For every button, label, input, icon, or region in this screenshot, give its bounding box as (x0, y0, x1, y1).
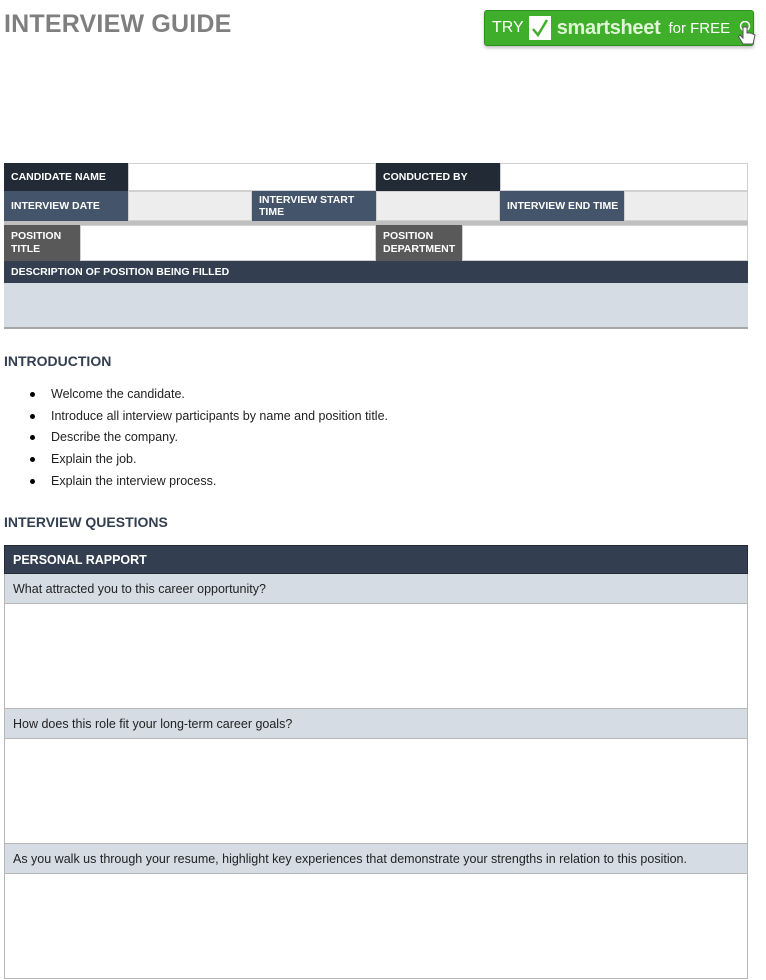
question-row: How does this role fit your long-term career goals? (4, 709, 748, 739)
questions-table (4, 545, 748, 979)
description-label: DESCRIPTION OF POSITION BEING FILLED (4, 261, 748, 283)
interview-date-label: INTERVIEW DATE (4, 191, 128, 221)
question-row: As you walk us through your resume, highlight key experiences that demonstrate your strengths in relation to this position. (4, 844, 748, 874)
interview-questions-heading: INTERVIEW QUESTIONS (4, 514, 168, 530)
pointer-hand-icon (737, 21, 757, 52)
interview-start-time-label: INTERVIEW START TIME (252, 191, 376, 221)
introduction-list (51, 386, 388, 494)
position-title-field[interactable] (80, 225, 376, 261)
list-item: Explain the job. (51, 451, 388, 473)
position-title-label (4, 225, 80, 261)
list-item: Introduce all interview participants by name and position title. (51, 408, 388, 430)
interview-date-field[interactable] (128, 191, 252, 221)
personal-rapport-header: PERSONAL RAPPORT (4, 545, 748, 574)
introduction-heading: INTRODUCTION (4, 353, 112, 369)
page-title: INTERVIEW GUIDE (4, 10, 232, 38)
position-department-label-line1: POSITION (383, 230, 434, 242)
conducted-by-label: CONDUCTED BY (376, 163, 500, 191)
position-department-label-line2: DEPARTMENT (383, 243, 456, 255)
answer-field[interactable] (4, 739, 748, 844)
answer-field[interactable] (4, 604, 748, 709)
interview-end-time-field[interactable] (624, 191, 748, 221)
promo-brand: smartsheet (556, 16, 661, 39)
candidate-name-label: CANDIDATE NAME (4, 163, 128, 191)
list-item: Explain the interview process. (51, 473, 388, 495)
question-row: What attracted you to this career opportunity? (4, 574, 748, 604)
description-field[interactable] (4, 283, 748, 329)
conducted-by-field[interactable] (500, 163, 748, 191)
candidate-name-field[interactable] (128, 163, 376, 191)
try-smartsheet-button[interactable] (484, 10, 754, 46)
candidate-info-table (4, 163, 748, 329)
answer-field[interactable] (4, 874, 748, 979)
position-department-field[interactable] (462, 225, 748, 261)
interview-end-time-label: INTERVIEW END TIME (500, 191, 624, 221)
interview-start-time-field[interactable] (376, 191, 500, 221)
position-title-label-line2: TITLE (11, 243, 41, 255)
checkmark-icon (529, 16, 551, 40)
promo-cta-label: for FREE (668, 19, 731, 37)
list-item: Welcome the candidate. (51, 386, 388, 408)
position-department-label (376, 225, 462, 261)
list-item: Describe the company. (51, 429, 388, 451)
position-title-label-line1: POSITION (11, 230, 62, 242)
promo-try-label: TRY (492, 19, 524, 36)
